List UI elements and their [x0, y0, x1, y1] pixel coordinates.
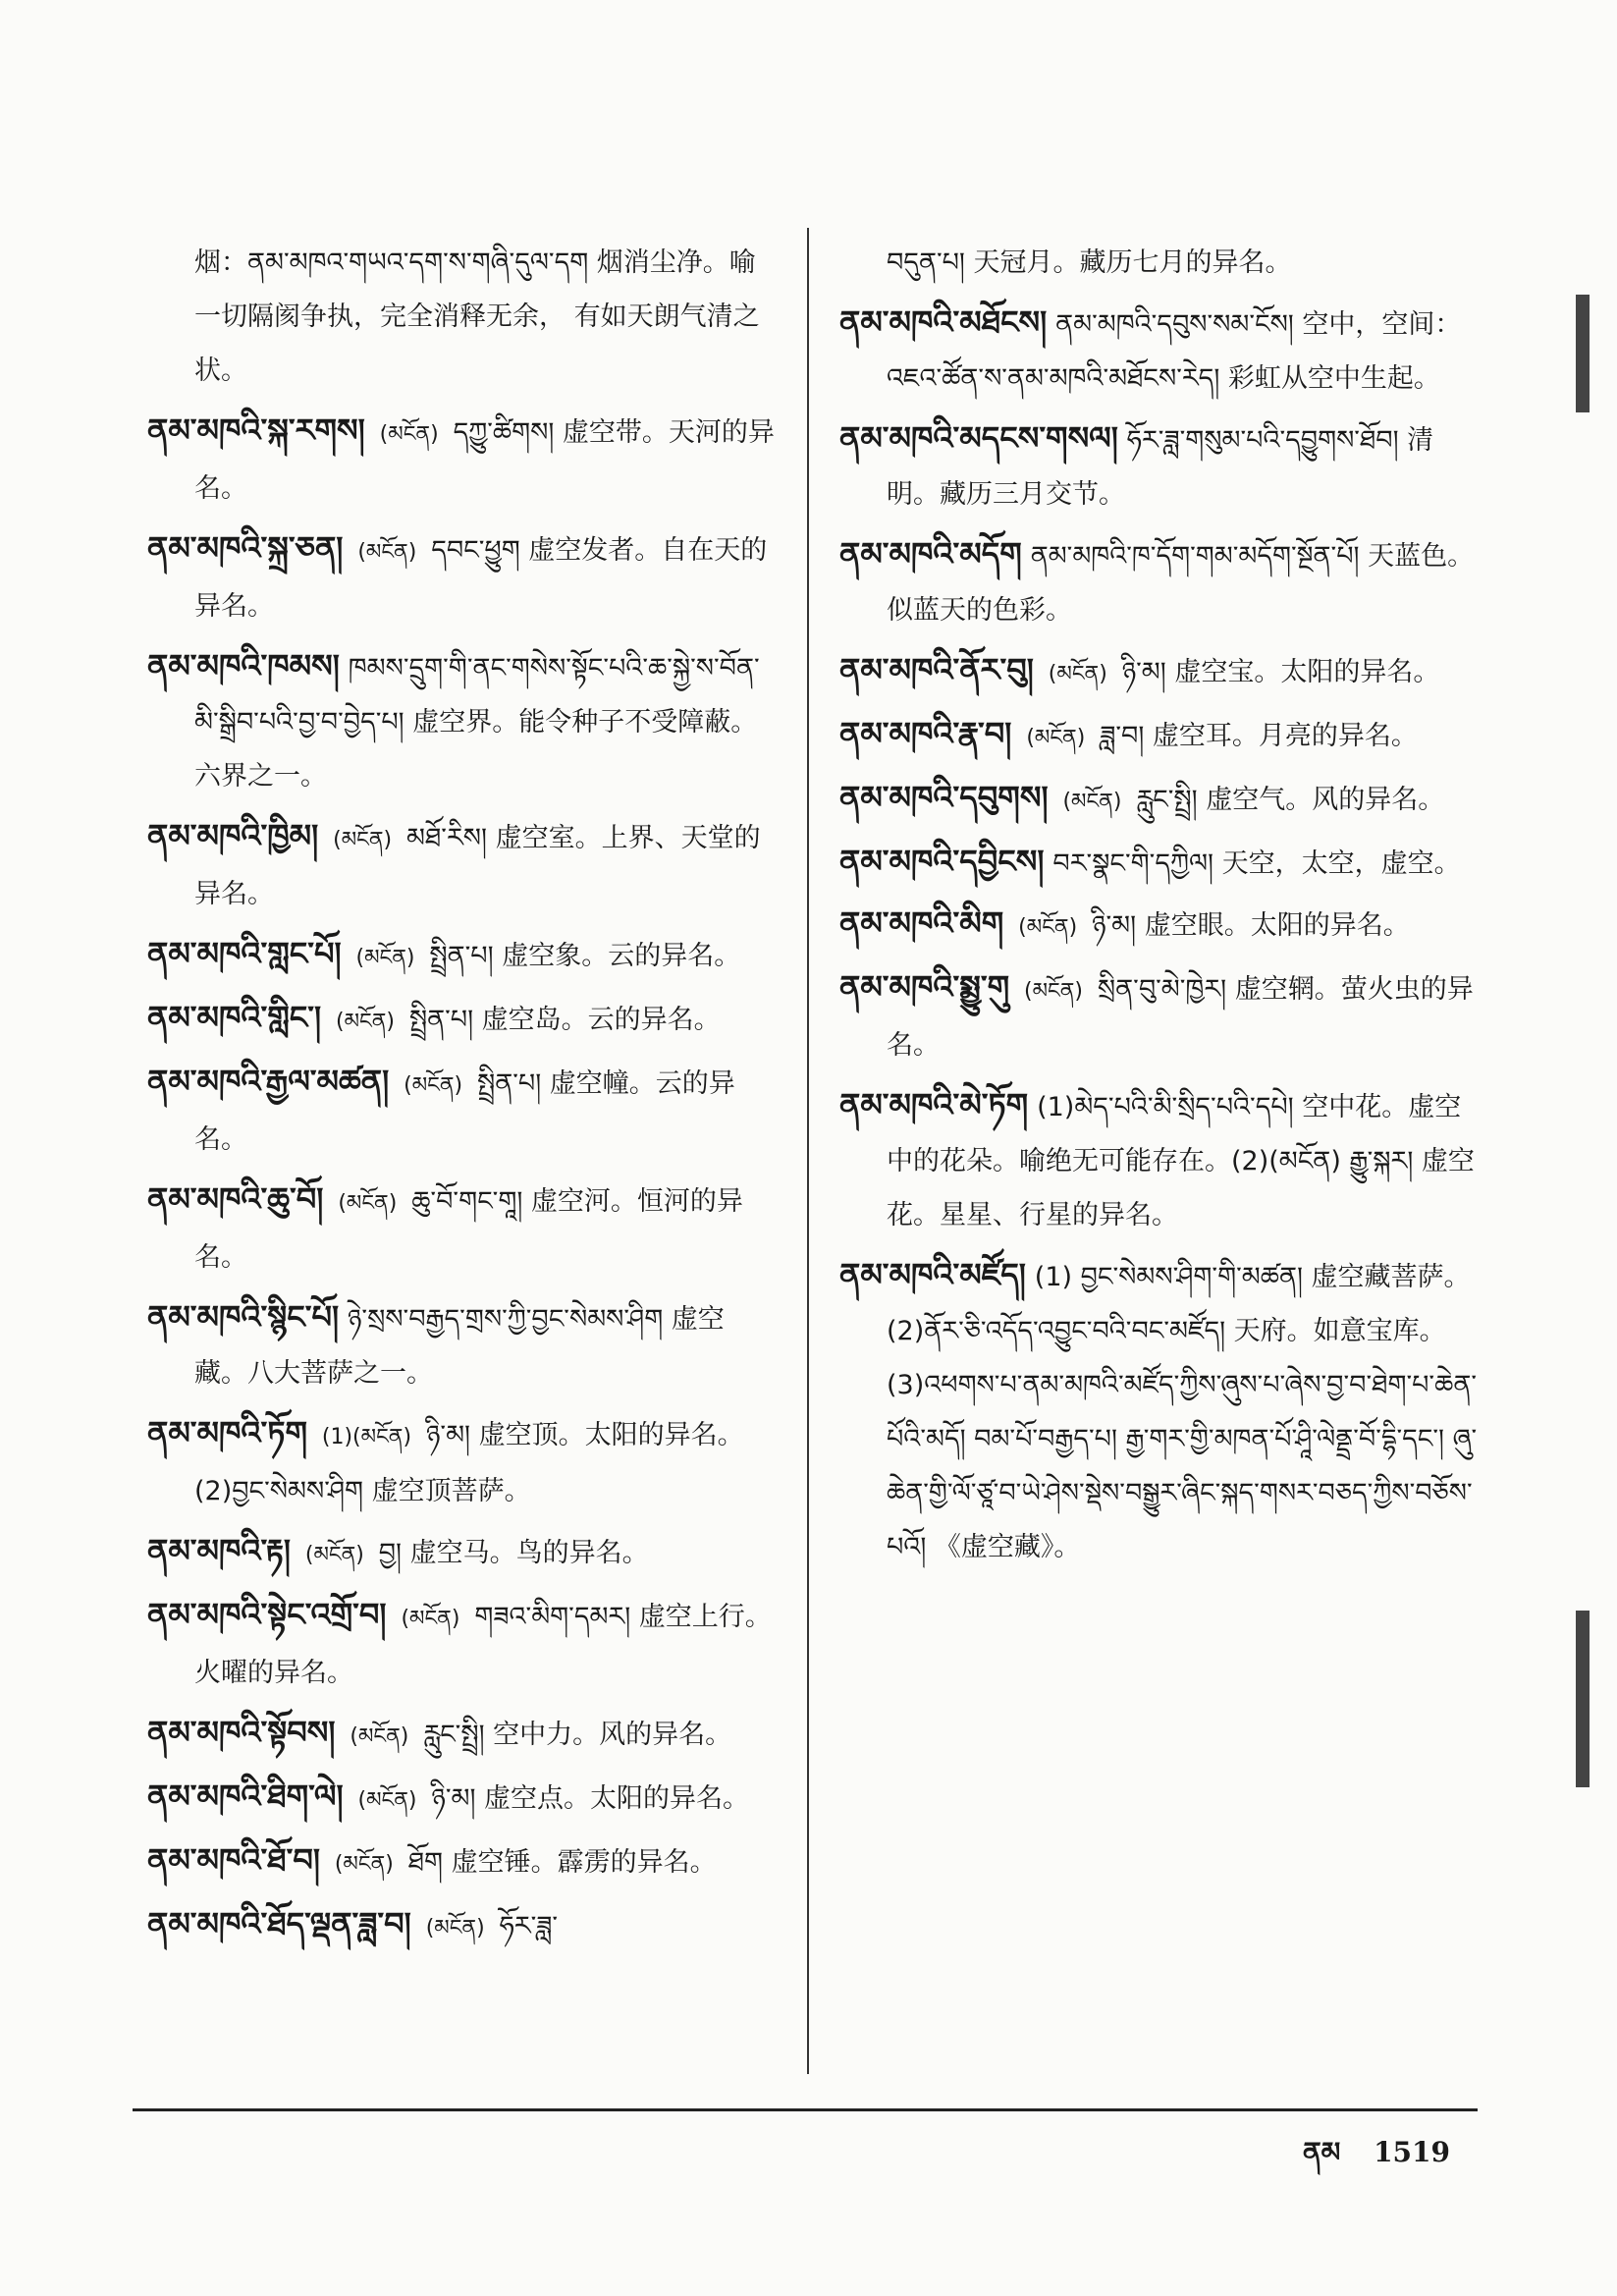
- entry-headword: ནམ་མཁའི་སྐ་རགས།: [147, 411, 365, 449]
- entry-definition: ཉི་མ། 虚空顶。太阳的异名。(2)བྱང་སེམས་ཤིག 虚空顶菩萨。: [194, 1420, 744, 1506]
- dictionary-entry: [839, 707, 1478, 765]
- dictionary-entry: [839, 960, 1478, 1072]
- entry-headword: ནམ་མཁའི་ཐོ་བ།: [147, 1841, 320, 1879]
- entry-abbreviation: (མངོན): [1024, 979, 1084, 1004]
- left-column: [147, 236, 776, 1961]
- entry-abbreviation: (མངོན): [355, 946, 415, 970]
- entry-abbreviation: (མངོན): [425, 1916, 485, 1941]
- entry-definition: ནམ་མཁའི་ཁ་དོག་གམ་མདོག་སྔོན་པོ། 天蓝色。似蓝天的色彩。: [887, 541, 1475, 626]
- entry-definition: ཐོག 虚空锤。霹雳的异名。: [407, 1847, 717, 1878]
- dictionary-entry: [839, 527, 1478, 637]
- entry-headword: ནམ་མཁའི་རྣ་བ།: [839, 715, 1012, 752]
- entry-abbreviation: (མངོན): [334, 1852, 394, 1877]
- entry-headword: ནམ་མཁའི་ཁམས།: [147, 647, 340, 684]
- entry-headword: ནམ་མཁའི་ཆུ་བོ།: [147, 1180, 324, 1218]
- entry-abbreviation: (མངོན): [333, 828, 393, 852]
- entry-definition: (1) བྱང་སེམས་ཤིག་གི་མཚན། 虚空藏菩萨。(2)ནོར་ཅི་འདོད་འབྱུང་བའི་བང་མཛོད། 天府。如意宝库。(3)འཕགས་པ་ནམ་མཁའི་མཛོད་ཀྱིས་ཞུས་པ་ཞེས་བྱ་བ་ཐེག་པ་ཆེན་པོའི་མདོ། བམ་པོ་བརྒྱད་པ། རྒྱ་གར་གྱི་མཁན་པོ་ཤཱི་ལེནྡྲ་བོ་དྷི་དང་། ཞུ་ཆེན་གྱི་ལོ་ཙཱ་བ་ཡེ་ཤེས་སྡེས་བསྒྱུར་ཞིང་སྐད་གསར་བཅད་ཀྱིས་བཅོས་པའོ། 《虚空藏》。: [887, 1262, 1478, 1562]
- dictionary-entry: [147, 927, 776, 985]
- dictionary-entry: [147, 1406, 776, 1518]
- entry-abbreviation: (མངོན): [304, 1543, 364, 1567]
- entry-abbreviation: (མངོན): [1026, 726, 1086, 750]
- dictionary-entry: [839, 411, 1478, 521]
- scan-edge-mark: [1576, 1611, 1590, 1787]
- entry-headword: ནམ་མཁའི་མཛོད།: [839, 1256, 1026, 1293]
- dictionary-entry: [839, 296, 1478, 406]
- entry-abbreviation: (མངོན): [379, 422, 439, 447]
- dictionary-entry: [147, 1290, 776, 1400]
- entry-headword: ནམ་མཁའི་མཐོངས།: [839, 303, 1048, 341]
- entry-headword: ནམ་མཁའི་ཐིག་ལེ།: [147, 1777, 344, 1815]
- entry-abbreviation: (མངོན): [404, 1073, 463, 1098]
- dictionary-entry: [147, 521, 776, 633]
- entry-headword: ནམ་མཁའི་ཁྱིམ།: [147, 817, 319, 854]
- entry-definition: དབང་ཕྱུག 虚空发者。自在天的异名。: [194, 535, 768, 622]
- dictionary-entry: [147, 1524, 776, 1582]
- entry-definition: 烟：ནམ་མཁའ་གཡའ་དག་ས་གཞི་དུལ་དག 烟消尘净。喻一切隔阂争执，完全消释无余， 有如天朗气清之状。: [194, 247, 760, 386]
- dictionary-entry: [147, 1706, 776, 1764]
- entry-abbreviation: (མངོན): [336, 1010, 395, 1034]
- dictionary-entry: [839, 1248, 1478, 1574]
- entry-abbreviation: (མངོན): [357, 540, 417, 565]
- entry-headword: ནམ་མཁའི་མདངས་གསལ།: [839, 419, 1118, 457]
- entry-definition: རླུང་སྤྲི། 虚空气。风的异名。: [1136, 785, 1445, 815]
- page-number: 1519: [1374, 2136, 1450, 2168]
- page-footer: [1279, 2121, 1450, 2199]
- entry-headword: ནམ་མཁའི་མདོག: [839, 535, 1022, 573]
- entry-definition: ཧོར་ཟླ་གསུམ་པའི་དབྱུགས་ཐོབ། 清明。藏历三月交节。: [887, 425, 1434, 510]
- entry-abbreviation: (མངོན): [1018, 915, 1078, 940]
- dictionary-entry: [147, 991, 776, 1049]
- entry-abbreviation: (མངོན): [1062, 790, 1122, 814]
- dictionary-entry: [147, 1055, 776, 1167]
- entry-definition: སྲིན་བུ་མེ་ཁྱེར། 虚空辋。萤火虫的异名。: [887, 974, 1474, 1061]
- dictionary-entry: [147, 1770, 776, 1828]
- entry-abbreviation: (མངོན): [350, 1724, 409, 1749]
- dictionary-entry: [839, 835, 1478, 891]
- entry-abbreviation: (མངོན): [1048, 662, 1107, 686]
- entry-definition: རླུང་སྤྲི། 空中力。风的异名。: [423, 1720, 732, 1750]
- dictionary-entry: [147, 1897, 776, 1955]
- entry-definition: སྤྲིན་པ། 虚空象。云的异名。: [429, 941, 741, 971]
- entry-headword: ནམ་མཁའི་དབྱིངས།: [839, 843, 1045, 880]
- entry-abbreviation: (1)(མངོན): [321, 1425, 412, 1449]
- entry-headword: ནམ་མཁའི་མེ་ཏོག: [839, 1086, 1029, 1123]
- dictionary-entry: [839, 897, 1478, 955]
- entry-headword: ནམ་མཁའི་སྨྱུ་གུ: [839, 968, 1010, 1006]
- entry-definition: དཀྱུ་ཚིགས། 虚空带。天河的异名。: [194, 417, 775, 504]
- entry-definition: ཁམས་དྲུག་གི་ནང་གསེས་སྟོང་པའི་ཆ་སྐྱེ་ས་བོན་མི་སྒྲིབ་པའི་བྱ་བ་བྱེད་པ། 虚空界。能令种子不受障蔽。六界之一。: [194, 653, 760, 792]
- section-label: ནམ: [1302, 2136, 1341, 2168]
- entry-definition: བྱ། 虚空马。鸟的异名。: [378, 1538, 649, 1568]
- dictionary-entry: [839, 643, 1478, 701]
- dictionary-entry: [147, 809, 776, 921]
- scan-edge-mark: [1576, 295, 1590, 412]
- entry-definition: ཉེ་སྲས་བརྒྱད་གྲས་ཀྱི་བྱང་སེམས་ཤིག 虚空藏。八大菩萨之一。: [194, 1304, 725, 1389]
- entry-definition: བར་སྣང་གི་དཀྱིལ། 天空，太空，虚空。: [1052, 848, 1461, 879]
- dictionary-entry: [147, 1173, 776, 1285]
- entry-definition: ཟླ་བ། 虚空耳。月亮的异名。: [1100, 721, 1418, 751]
- footer-rule: [133, 2108, 1478, 2111]
- dictionary-entry: [147, 639, 776, 803]
- entry-headword: ནམ་མཁའི་ཏོག: [147, 1414, 307, 1451]
- dictionary-entry: [147, 1833, 776, 1891]
- dictionary-entry: [839, 236, 1478, 290]
- entry-abbreviation: (མངོན): [338, 1191, 398, 1216]
- dictionary-entry: [147, 1588, 776, 1700]
- entry-definition: ཆུ་བོ་གང་གཱ། 虚空河。恒河的异名。: [194, 1186, 743, 1273]
- dictionary-entry: [147, 404, 776, 516]
- entry-definition: སྤྲིན་པ། 虚空幢。云的异名。: [194, 1068, 735, 1155]
- entry-abbreviation: (མངོན): [357, 1788, 417, 1813]
- entry-headword: ནམ་མཁའི་སྟོབས།: [147, 1714, 336, 1751]
- entry-headword: ནམ་མཁའི་ནོར་བུ།: [839, 651, 1034, 688]
- entry-headword: ནམ་མཁའི་སྟེང་འགྲོ་བ།: [147, 1596, 387, 1633]
- dictionary-entry: [147, 236, 776, 398]
- entry-definition: ནམ་མཁའི་དབུས་སམ་ངོས། 空中，空间：འཇའ་ཚོན་ས་ནམ་མཁའི་མཐོངས་རེད། 彩虹从空中生起。: [887, 309, 1462, 394]
- entry-definition: ཉི་མ། 虚空点。太阳的异名。: [431, 1783, 750, 1814]
- right-column: [839, 236, 1478, 1580]
- entry-headword: ནམ་མཁའི་དབུགས།: [839, 779, 1049, 816]
- entry-definition: མཐོ་རིས། 虚空室。上界、天堂的异名。: [194, 823, 761, 909]
- entry-definition: ཉི་མ། 虚空眼。太阳的异名。: [1092, 910, 1410, 941]
- entry-definition: གཟའ་མིག་དམར། 虚空上行。火曜的异名。: [194, 1602, 772, 1688]
- entry-headword: ནམ་མཁའི་ཐོད་ལྡན་ཟླ་བ།: [147, 1905, 411, 1942]
- entry-headword: ནམ་མཁའི་སྙིང་པོ།: [147, 1298, 340, 1336]
- entry-definition: ཧོར་ཟླ་: [499, 1911, 559, 1941]
- entry-definition: (1)མེད་པའི་མི་སྲིད་པའི་དཔེ། 空中花。虚空中的花朵。喻绝无可能存在。(2)(མངོན) རྒྱུ་སྐར། 虚空花。星星、行星的异名。: [887, 1092, 1475, 1230]
- entry-headword: ནམ་མཁའི་རྟ།: [147, 1532, 291, 1569]
- entry-headword: ནམ་མཁའི་རྒྱལ་མཚན།: [147, 1063, 390, 1100]
- entry-abbreviation: (མངོན): [401, 1607, 460, 1631]
- entry-headword: ནམ་མཁའི་སྐྲ་ཅན།: [147, 529, 344, 567]
- entry-definition: ཉི་མ། 虚空宝。太阳的异名。: [1121, 657, 1440, 687]
- entry-headword: ནམ་མཁའི་གླང་པོ།: [147, 935, 342, 972]
- entry-definition: བདུན་པ། 天冠月。藏历七月的异名。: [887, 247, 1292, 278]
- entry-headword: ནམ་མཁའི་མིག: [839, 904, 1004, 942]
- dictionary-entry: [839, 1078, 1478, 1242]
- entry-definition: སྤྲིན་པ། 虚空岛。云的异名。: [408, 1005, 721, 1035]
- dictionary-entry: [839, 771, 1478, 829]
- entry-headword: ནམ་མཁའི་གླིང་།: [147, 999, 322, 1036]
- column-divider: [807, 228, 809, 2074]
